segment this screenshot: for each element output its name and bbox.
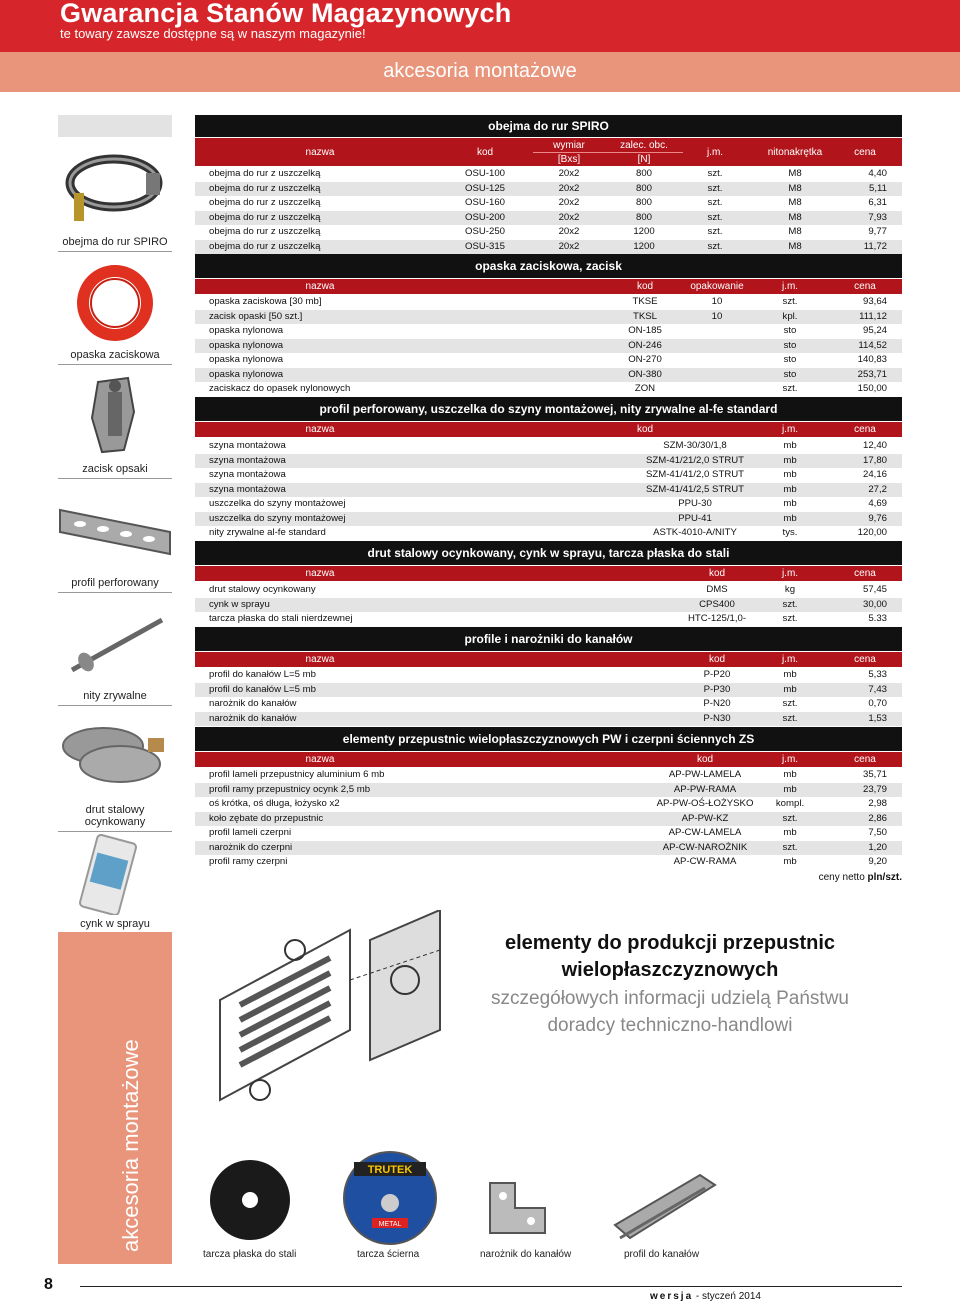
col-kod: kod <box>636 281 654 292</box>
table-cell: obejma do rur z uszczelką <box>209 182 321 194</box>
table-cell: opaska nylonowa <box>209 368 284 380</box>
table-cell: 9,76 <box>868 512 887 524</box>
table-cell: ON-270 <box>628 354 662 365</box>
table-cell: ASTK-4010-A/NITY <box>653 527 737 538</box>
table-row <box>195 483 902 498</box>
table-cell: AP-PW-OŚ-ŁOŻYSKO <box>656 798 754 809</box>
table-cell: mb <box>783 469 797 480</box>
col-nazwa: nazwa <box>305 281 335 292</box>
table-cell: mb <box>783 783 797 795</box>
table-cell: szt. <box>782 383 798 394</box>
table-row <box>195 768 902 783</box>
table-cell: OSU-200 <box>465 211 505 223</box>
table-cell: sto <box>783 339 797 351</box>
col-cena: cena <box>854 147 876 158</box>
table-cell: mb <box>783 454 797 466</box>
table-row <box>195 497 902 512</box>
table-cell: mb <box>783 827 797 838</box>
table-cell: 253,71 <box>857 368 887 380</box>
col-zalec: zalec. obc. <box>620 140 668 151</box>
table-cell: opaska nylonowa <box>209 325 284 336</box>
table-row <box>195 468 902 483</box>
table-cell: szt. <box>782 296 798 307</box>
col-opakowanie: opakowanie <box>690 281 744 292</box>
table-cell: OSU-125 <box>465 182 505 194</box>
table-row <box>195 812 902 827</box>
table-cell: mb <box>783 683 797 695</box>
table-cell: P-N30 <box>703 712 731 724</box>
table-row <box>195 797 902 812</box>
table-row <box>195 583 902 598</box>
price-note <box>819 872 902 883</box>
pipe-clamp-image <box>58 145 172 225</box>
table-cell: AP-CW-LAMELA <box>668 827 742 838</box>
table-cell: P-N20 <box>703 698 731 709</box>
col-n: [N] <box>637 154 651 165</box>
table-cell: 17,80 <box>862 454 887 466</box>
table-cell: 111,12 <box>859 310 887 322</box>
table-row <box>195 697 902 712</box>
table-cell: drut stalowy ocynkowany <box>209 584 316 595</box>
table-cell: 4,40 <box>868 168 887 179</box>
table-cell: kg <box>784 584 796 595</box>
damper-exploded-drawing <box>200 910 470 1130</box>
col-nazwa: nazwa <box>305 424 335 435</box>
table-cell: 7,93 <box>868 211 887 223</box>
promo-line2: wielopłaszczyznowych <box>561 959 779 981</box>
opaska-title: opaska zaciskowa, zacisk <box>195 254 902 278</box>
table-cell: szyna montażowa <box>209 483 286 495</box>
table-cell: OSU-315 <box>465 240 505 252</box>
table-cell: 2,86 <box>868 812 887 824</box>
table-cell: obejma do rur z uszczelką <box>209 240 321 252</box>
col-jm: j.m. <box>781 654 799 665</box>
table-cell: M8 <box>788 226 802 237</box>
table-cell: 1,53 <box>868 712 887 724</box>
table-cell: AP-PW-LAMELA <box>668 769 742 780</box>
col-cena: cena <box>854 281 876 292</box>
table-cell: 1200 <box>633 240 655 252</box>
col-cena: cena <box>854 654 876 665</box>
table-cell: 0,70 <box>868 698 887 709</box>
table-cell: narożnik do kanałów <box>209 698 297 709</box>
duct-corner-image <box>485 1178 555 1248</box>
table-cell: OSU-160 <box>465 197 505 208</box>
table-cell: szyna montażowa <box>209 454 286 466</box>
footer-date: - styczeń 2014 <box>695 1291 761 1302</box>
promo-info <box>470 985 870 1039</box>
bottom-label-tarcza-plaska: tarcza płaska do stali <box>203 1249 297 1260</box>
table-row <box>195 855 902 870</box>
table-row <box>195 826 902 841</box>
col-cena: cena <box>854 424 876 435</box>
col-nazwa: nazwa <box>305 654 335 665</box>
table-cell: ON-185 <box>628 325 662 336</box>
table-cell: 10 <box>711 310 723 322</box>
zinc-spray-image <box>58 830 172 915</box>
col-kod: kod <box>708 568 726 579</box>
bottom-label-naroznik: narożnik do kanałów <box>480 1249 572 1260</box>
table-cell: 800 <box>635 182 652 194</box>
price-note-unit: pln/szt. <box>867 872 902 883</box>
table-row <box>195 225 902 240</box>
table-row <box>195 182 902 197</box>
table-cell: profil lameli przepustnicy aluminium 6 mb <box>209 769 385 780</box>
table-cell: 800 <box>635 168 652 179</box>
table-cell: M8 <box>788 182 802 194</box>
table-cell: M8 <box>788 197 802 208</box>
table-cell: oś krótka, oś długa, łożysko x2 <box>209 798 340 809</box>
table-cell: ON-380 <box>628 368 662 380</box>
col-kod: kod <box>636 424 654 435</box>
table-cell: 7,43 <box>868 683 887 695</box>
left-label-opaska: opaska zaciskowa <box>58 349 172 365</box>
table-cell: 24,16 <box>862 469 887 480</box>
left-label-spiro: obejma do rur SPIRO <box>58 236 172 252</box>
col-wymiar: wymiar <box>553 140 585 151</box>
wire-spool-image <box>58 718 172 790</box>
table-cell: AP-CW-RAMA <box>673 856 737 867</box>
table-cell: OSU-250 <box>465 226 505 237</box>
table-cell: 20x2 <box>558 211 580 223</box>
table-row <box>195 196 902 211</box>
table-row <box>195 512 902 527</box>
table-cell: 2,98 <box>868 798 887 809</box>
price-note-prefix: ceny netto <box>818 872 868 883</box>
table-row <box>195 382 902 397</box>
table-cell: 20x2 <box>558 240 580 252</box>
left-label-profil: profil perforowany <box>58 577 172 593</box>
vertical-section-title: akcesoria montażowe <box>118 1039 143 1252</box>
table-row <box>195 683 902 698</box>
promo-line1: elementy do produkcji przepustnic <box>504 932 836 954</box>
header-subtitle: te towary zawsze dostępne są w naszym magazynie! <box>60 26 366 41</box>
table-cell: profil ramy czerpni <box>209 856 288 867</box>
col-nazwa: nazwa <box>305 147 335 158</box>
col-jm: j.m. <box>706 147 724 158</box>
table-cell: 9,20 <box>868 856 887 867</box>
rivet-image <box>58 612 172 682</box>
przep-title: elementy przepustnic wielopłaszczyznowych PW i czerpni ściennych ZS <box>195 727 902 751</box>
col-jm: j.m. <box>781 424 799 435</box>
table-cell: mb <box>783 669 797 680</box>
table-cell: 35,71 <box>862 769 887 780</box>
table-cell: uszczelka do szyny montażowej <box>209 498 346 509</box>
table-cell: 5,11 <box>869 182 887 194</box>
strap-roll-image <box>58 258 172 348</box>
table-cell: PPU-41 <box>678 512 712 524</box>
table-cell: M8 <box>788 211 802 223</box>
grinding-disc-image <box>340 1148 440 1248</box>
left-label-nity: nity zrywalne <box>58 690 172 706</box>
table-cell: mb <box>783 856 797 867</box>
table-cell: 12,40 <box>862 440 887 451</box>
table-row <box>195 295 902 310</box>
promo-heading <box>470 930 870 984</box>
table-row <box>195 598 902 613</box>
table-cell: 4,69 <box>868 498 887 509</box>
table-row <box>195 310 902 325</box>
table-cell: 27,2 <box>868 483 887 495</box>
table-cell: mb <box>783 483 797 495</box>
table-cell: profil lameli czerpni <box>209 827 292 838</box>
page-header <box>0 0 960 52</box>
table-cell: profil do kanałów L=5 mb <box>209 669 316 680</box>
table-cell: CPS400 <box>699 598 735 610</box>
col-kod: kod <box>476 147 494 158</box>
vertical-section-banner <box>58 932 172 1264</box>
table-cell: szt. <box>782 812 798 824</box>
table-cell: HTC-125/1,0- <box>687 613 747 624</box>
table-cell: szt. <box>707 211 723 223</box>
table-cell: SZM-41/41/2,0 STRUT <box>645 469 745 480</box>
footer-brand: wersja <box>650 1291 694 1302</box>
section-band <box>0 52 960 92</box>
section-title: akcesoria montażowe <box>383 60 577 82</box>
table-cell: szt. <box>782 712 798 724</box>
table-cell: tys. <box>782 527 798 538</box>
table-cell: zaciskacz do opasek nylonowych <box>209 383 351 394</box>
table-cell: 5.33 <box>868 613 887 624</box>
promo-line4: doradcy techniczno-handlowi <box>547 1015 793 1036</box>
profil-title: profil perforowany, uszczelka do szyny montażowej, nity zrywalne al-fe standard <box>195 397 902 421</box>
profil-header-row <box>195 422 902 437</box>
table-cell: AP-PW-KZ <box>681 812 729 824</box>
col-bxs: [Bxs] <box>557 154 581 165</box>
header-title: Gwarancja Stanów Magazynowych <box>60 0 512 28</box>
table-cell: 20x2 <box>558 226 580 237</box>
table-cell: 150,00 <box>857 383 887 394</box>
table-cell: narożnik do kanałów <box>209 712 297 724</box>
page-number: 8 <box>44 1276 53 1293</box>
footer-text <box>650 1291 761 1302</box>
table-cell: 1200 <box>633 226 655 237</box>
table-cell: obejma do rur z uszczelką <box>209 197 321 208</box>
table-row <box>195 439 902 454</box>
table-cell: profil ramy przepustnicy ocynk 2,5 mb <box>209 783 371 795</box>
table-cell: ZON <box>634 383 656 394</box>
bottom-label-tarcza-scierna: tarcza ścierna <box>357 1249 420 1260</box>
opaska-header-row <box>195 279 902 294</box>
table-row <box>195 211 902 226</box>
promo-line3: szczegółowych informacji udzielą Państwu <box>491 988 849 1009</box>
table-cell: 6,31 <box>868 197 887 208</box>
col-nazwa: nazwa <box>305 568 335 579</box>
col-jm: j.m. <box>781 568 799 579</box>
kanaly-header-row <box>195 652 902 667</box>
table-cell: DMS <box>706 584 728 595</box>
table-row <box>195 841 902 856</box>
table-cell: M8 <box>788 240 802 252</box>
table-cell: szt. <box>782 613 798 624</box>
table-cell: SZM-30/30/1,8 <box>663 440 727 451</box>
table-cell: obejma do rur z uszczelką <box>209 226 321 237</box>
table-cell: 93,64 <box>862 296 887 307</box>
table-cell: P-P20 <box>703 669 731 680</box>
table-cell: sto <box>783 368 797 380</box>
table-row <box>195 612 902 627</box>
spiro-title: obejma do rur SPIRO <box>195 115 902 137</box>
table-cell: 120,00 <box>857 527 887 538</box>
perforated-rail-image <box>58 502 172 562</box>
duct-profile-image <box>610 1170 720 1245</box>
table-row <box>195 712 902 727</box>
col-cena: cena <box>854 754 876 765</box>
table-cell: 20x2 <box>558 197 580 208</box>
table-cell: 800 <box>635 197 652 208</box>
table-cell: nity zrywalne al-fe standard <box>209 527 326 538</box>
table-cell: tarcza płaska do stali nierdzewnej <box>209 613 353 624</box>
table-row <box>195 526 902 541</box>
table-cell: 57,45 <box>862 584 887 595</box>
col-cena: cena <box>854 568 876 579</box>
bottom-label-profil-kanalow: profil do kanałów <box>624 1249 700 1260</box>
table-cell: 20x2 <box>558 168 580 179</box>
table-cell: 30,00 <box>862 598 887 610</box>
table-cell: 11,72 <box>863 240 887 252</box>
table-cell: koło zębate do przepustnic <box>209 812 324 824</box>
col-kod: kod <box>696 754 714 765</box>
col-jm: j.m. <box>781 281 799 292</box>
table-row <box>195 368 902 383</box>
table-row <box>195 783 902 798</box>
left-label-zacisk: zacisk opsaki <box>58 463 172 479</box>
table-row <box>195 167 902 182</box>
table-cell: profil do kanałów L=5 mb <box>209 683 316 695</box>
table-cell: M8 <box>788 168 802 179</box>
table-cell: opaska nylonowa <box>209 339 284 351</box>
table-cell: 9,77 <box>868 226 887 237</box>
table-cell: 95,24 <box>862 325 887 336</box>
col-jm: j.m. <box>781 754 799 765</box>
table-cell: szt. <box>707 168 723 179</box>
table-cell: 5,33 <box>868 669 887 680</box>
table-cell: TKSL <box>633 310 657 322</box>
drut-title: drut stalowy ocynkowany, cynk w sprayu, tarcza płaska do stali <box>195 541 902 565</box>
table-cell: mb <box>783 440 797 451</box>
table-cell: obejma do rur z uszczelką <box>209 211 321 223</box>
left-label-drut: drut stalowy ocynkowany <box>58 804 172 832</box>
table-row <box>195 454 902 469</box>
footer-divider <box>80 1286 902 1287</box>
table-cell: kpl. <box>782 310 798 322</box>
flat-disc-image <box>205 1155 295 1245</box>
table-row <box>195 240 902 255</box>
table-cell: opaska zaciskowa [30 mb] <box>209 296 322 307</box>
table-cell: szt. <box>782 698 798 709</box>
przep-header-row <box>195 752 902 767</box>
table-cell: PPU-30 <box>678 498 712 509</box>
table-cell: szt. <box>707 197 723 208</box>
drut-header-row <box>195 566 902 581</box>
table-cell: 800 <box>635 211 652 223</box>
table-cell: 10 <box>711 296 723 307</box>
table-cell: szt. <box>707 226 723 237</box>
trutek-logo-text: TRUTEK <box>367 1164 413 1176</box>
col-kod: kod <box>708 654 726 665</box>
table-row <box>195 339 902 354</box>
table-cell: szt. <box>782 598 798 610</box>
table-cell: OSU-100 <box>465 168 505 179</box>
table-cell: 140,83 <box>857 354 887 365</box>
table-cell: kompl. <box>775 798 805 809</box>
table-row <box>195 324 902 339</box>
table-row <box>195 353 902 368</box>
table-cell: cynk w sprayu <box>209 598 270 610</box>
table-cell: narożnik do czerpni <box>209 841 293 853</box>
kanaly-title: profile i narożniki do kanałów <box>195 627 902 651</box>
table-cell: 20x2 <box>558 182 580 194</box>
table-cell: AP-PW-RAMA <box>673 783 737 795</box>
table-row <box>195 668 902 683</box>
table-cell: ON-246 <box>628 339 662 351</box>
table-cell: szt. <box>707 182 723 194</box>
table-cell: uszczelka do szyny montażowej <box>209 512 346 524</box>
table-cell: 7,50 <box>868 827 887 838</box>
table-cell: 23,79 <box>862 783 887 795</box>
table-cell: opaska nylonowa <box>209 354 284 365</box>
left-column-top-bar <box>58 115 172 137</box>
table-cell: zacisk opaski [50 szt.] <box>209 310 303 322</box>
table-cell: obejma do rur z uszczelką <box>209 168 321 179</box>
table-cell: szt. <box>707 240 723 252</box>
left-label-cynk: cynk w sprayu <box>58 918 172 934</box>
table-cell: 114,52 <box>858 339 887 351</box>
strap-clamp-image <box>58 372 172 456</box>
table-cell: SZM-41/21/2,0 STRUT <box>645 454 745 466</box>
metal-label-text: METAL <box>378 1221 402 1228</box>
col-nazwa: nazwa <box>305 754 335 765</box>
table-cell: AP-CW-NAROŻNIK <box>662 841 748 853</box>
header-divider <box>533 152 683 153</box>
table-cell: mb <box>783 498 797 509</box>
table-cell: szyna montażowa <box>209 440 286 451</box>
table-cell: SZM-41/41/2,5 STRUT <box>645 483 745 495</box>
table-cell: szyna montażowa <box>209 469 286 480</box>
table-cell: sto <box>783 325 797 336</box>
col-nit: nitonakrętka <box>767 147 823 158</box>
table-cell: TKSE <box>632 296 658 307</box>
table-cell: 1,20 <box>868 841 887 853</box>
table-cell: szt. <box>782 841 798 853</box>
table-cell: mb <box>783 769 797 780</box>
table-cell: P-P30 <box>703 683 731 695</box>
table-cell: sto <box>783 354 797 365</box>
table-cell: mb <box>783 512 797 524</box>
